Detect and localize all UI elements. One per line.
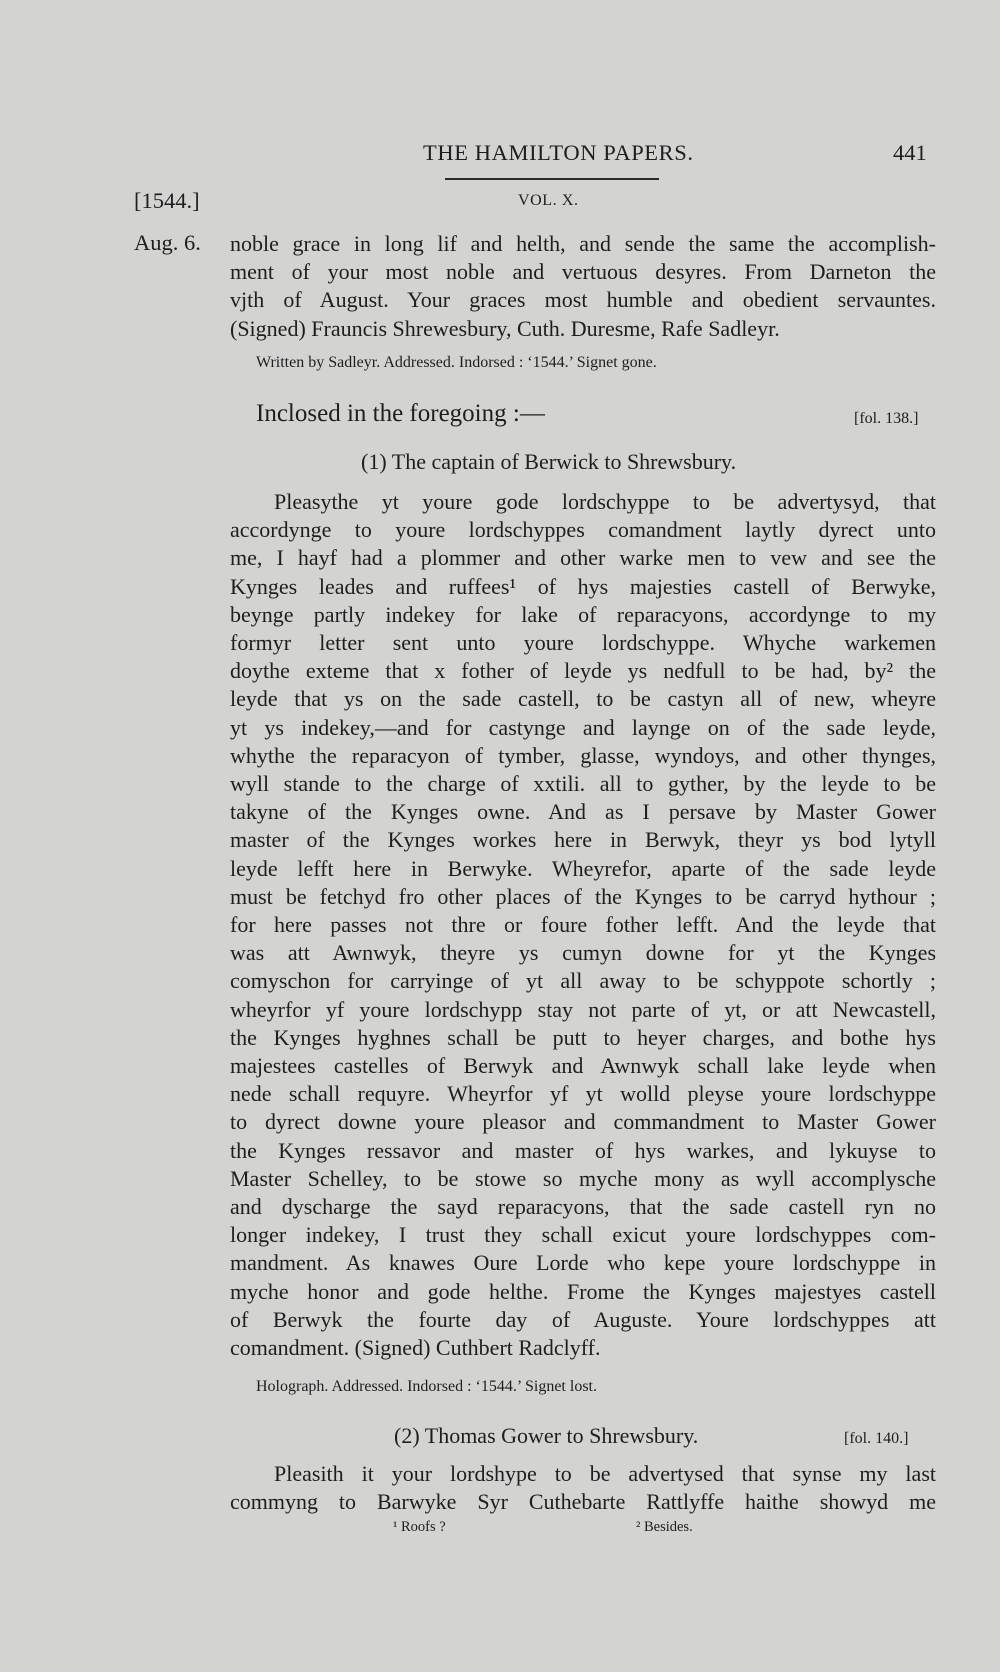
text-line: nede schall requyre. Wheyrfor yf yt wolld pleyse youre lordschyppe — [230, 1081, 936, 1107]
text-line: for here passes not thre or foure fother lefft. And the leyde that — [230, 912, 936, 938]
text-line: whythe the reparacyon of tymber, glasse, wyndoys, and other thynges, — [230, 742, 936, 768]
footnote-2: ² Besides. — [636, 1519, 693, 1535]
letter-body — [230, 1460, 936, 1516]
text-line: must be fetchyd fro other places of the Kynges to be carryd hythour ; — [230, 883, 936, 909]
text-line: myche honor and gode helthe. Frome the Kynges majestyes castell — [230, 1278, 936, 1304]
text-line: longer indekey, I trust they schall exicut youre lordschyppes com- — [230, 1222, 936, 1248]
text-line: majestees castelles of Berwyk and Awnwyk schall lake leyde when — [230, 1053, 936, 1079]
page-number: 441 — [893, 140, 927, 165]
text-line: yt ys indekey,—and for castynge and laynge on of the sade leyde, — [230, 714, 936, 740]
text-line: the Kynges hyghnes schall be putt to heyer charges, and bothe hys — [230, 1024, 936, 1050]
text-line: master of the Kynges workes here in Berwyk, theyr ys bod lytyll — [230, 827, 936, 853]
text-line: Pleasith it your lordshype to be advertysed that synse my last — [274, 1461, 936, 1486]
date-marginal: Aug. 6. — [134, 230, 201, 255]
text-line: takyne of the Kynges owne. And as I persave by Master Gower — [230, 799, 936, 825]
text-line: vjth of August. Your graces most humble and obedient servauntes. — [230, 287, 936, 313]
footnote-1: ¹ Roofs ? — [393, 1519, 446, 1535]
text-line: wheyrfor yf youre lordschypp stay not parte of yt, or att Newcastell, — [230, 996, 936, 1022]
text-line: me, I hayf had a plommer and other warke men to vew and see the — [230, 545, 936, 571]
text-line: the Kynges ressavor and master of hys warkes, and lykuyse to — [230, 1137, 936, 1163]
text-line: beynge partly indekey for lake of reparacyons, accordynge to my — [230, 601, 936, 627]
text-line: Pleasythe yt youre gode lordschyppe to be advertysyd, that — [274, 489, 936, 514]
text-line: doythe exteme that x fother of leyde ys nedfull to be had, by² the — [230, 658, 936, 684]
text-line: was att Awnwyk, theyre ys cumyn downe for yt the Kynges — [230, 940, 936, 966]
text-line: leyde lefft here in Berwyke. Wheyrefor, aparte of the sade leyde — [230, 855, 936, 881]
letter-title: (2) Thomas Gower to Shrewsbury. — [394, 1423, 699, 1448]
letter-title: (1) The captain of Berwick to Shrewsbury. — [361, 449, 737, 474]
folio-reference: [fol. 138.] — [854, 410, 919, 427]
text-line: comyschon for carryinge of yt all away to be schyppote schortly ; — [230, 968, 936, 994]
volume-label: VOL. X. — [518, 192, 579, 209]
text-line: comandment. (Signed) Cuthbert Radclyff. — [230, 1335, 601, 1361]
editorial-note: Written by Sadleyr. Addressed. Indorsed : ‘1544.’ Signet gone. — [256, 354, 657, 371]
text-line: leyde that ys on the sade castell, to be castyn all of new, wheyre — [230, 686, 936, 712]
folio-reference: [fol. 140.] — [844, 1430, 909, 1447]
text-line: noble grace in long lif and helth, and sende the same the accomplish- — [230, 231, 936, 256]
text-line: of Berwyk the fourte day of Auguste. Youre lordschyppes att — [230, 1306, 936, 1332]
year-marginal: [1544.] — [134, 188, 200, 213]
opening-paragraph — [230, 230, 936, 343]
text-line: ment of your most noble and vertuous desyres. From Darneton the — [230, 259, 936, 285]
letter-body — [230, 488, 936, 1362]
text-line: accordynge to youre lordschyppes comandment laytly dyrect unto — [230, 517, 936, 543]
text-line: to dyrect downe youre pleasor and commandment to Master Gower — [230, 1109, 936, 1135]
running-title: THE HAMILTON PAPERS. — [423, 140, 694, 165]
header-rule — [445, 178, 659, 180]
text-line: wyll stande to the charge of xxtili. all to gyther, by the leyde to be — [230, 771, 936, 797]
text-line: and dyscharge the sayd reparacyons, that the sade castell ryn no — [230, 1194, 936, 1220]
text-line: mandment. As knawes Oure Lorde who kepe youre lordschyppe in — [230, 1250, 936, 1276]
text-line: Master Schelley, to be stowe so myche mony as wyll accomplysche — [230, 1165, 936, 1191]
text-line: Kynges leades and ruffees¹ of hys majesties castell of Berwyke, — [230, 573, 936, 599]
text-line: formyr letter sent unto youre lordschyppe. Whyche warkemen — [230, 630, 936, 656]
text-line: commyng to Barwyke Syr Cuthebarte Rattlyffe haithe showyd me — [230, 1489, 936, 1515]
enclosure-heading: Inclosed in the foregoing :— — [256, 400, 545, 427]
editorial-note: Holograph. Addressed. Indorsed : ‘1544.’ Signet lost. — [256, 1378, 597, 1395]
text-line: (Signed) Frauncis Shrewesbury, Cuth. Duresme, Rafe Sadleyr. — [230, 315, 780, 341]
